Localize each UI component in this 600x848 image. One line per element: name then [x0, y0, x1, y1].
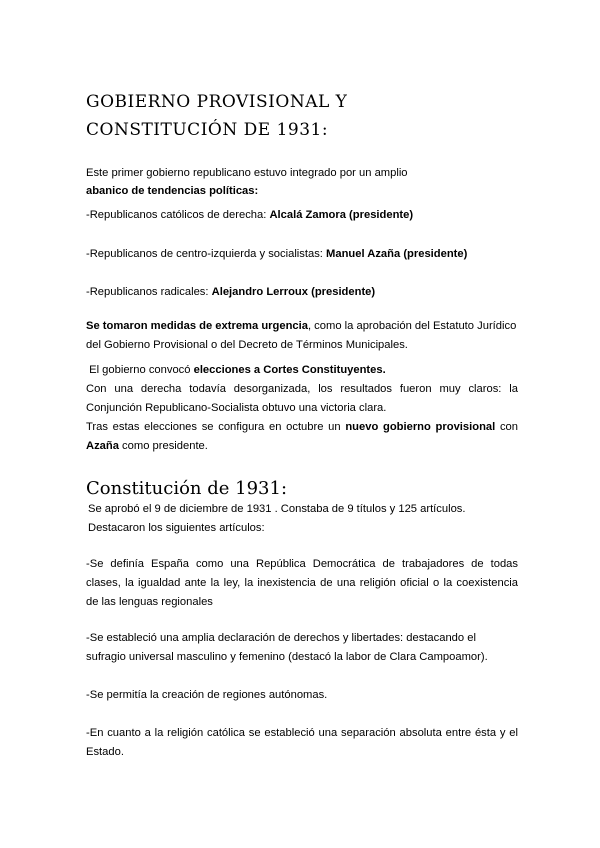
article-religion: -En cuanto a la religión católica se estableció una separación absoluta entre ésta y el Estado. — [86, 727, 518, 758]
page-title-line1: GOBIERNO PROVISIONAL Y — [86, 92, 348, 112]
constitution-intro: Se aprobó el 9 de diciembre de 1931 . Constaba de 9 títulos y 125 artículos. Destacaron los siguientes artículos: — [88, 503, 466, 534]
constitution-heading: Constitución de 1931: — [86, 478, 288, 499]
intro-line1: Este primer gobierno republicano estuvo integrado por un amplio — [86, 167, 408, 179]
intro-line2: abanico de tendencias políticas: — [86, 185, 259, 197]
group-center-left: -Republicanos de centro-izquierda y socialistas: Manuel Azaña (presidente) — [86, 248, 468, 260]
article-rights: -Se estableció una amplia declaración de derechos y libertades: destacando el sufragio universal masculino y femenino (destacó la labor de Clara Campoamor). — [86, 632, 488, 663]
measures-paragraph: Se tomaron medidas de extrema urgencia, como la aprobación del Estatuto Jurídico del Gobierno Provisional o del Decreto de Términos Municipales. — [86, 320, 517, 351]
page-title-line2: CONSTITUCIÓN DE 1931: — [86, 120, 329, 140]
elections-paragraph: El gobierno convocó elecciones a Cortes Constituyentes. Con una derecha todavía desorganizada, los resultados fueron muy claros: la Conjunción Republicano-Socialista obtuvo una victoria clara. Tras estas elecciones se configura en octubre un nuevo gobierno provisional con Azaña como presidente. — [86, 364, 519, 452]
article-autonomy: -Se permitía la creación de regiones autónomas. — [86, 689, 328, 701]
group-radicals: -Republicanos radicales: Alejandro Lerroux (presidente) — [86, 286, 376, 298]
article-republic: -Se definía España como una República Democrática de trabajadores de todas clases, la igualdad ante la ley, la inexistencia de una religión oficial o la coexistencia de las lenguas regionales — [86, 558, 518, 608]
group-catholic-right: -Republicanos católicos de derecha: Alcalá Zamora (presidente) — [86, 209, 414, 221]
